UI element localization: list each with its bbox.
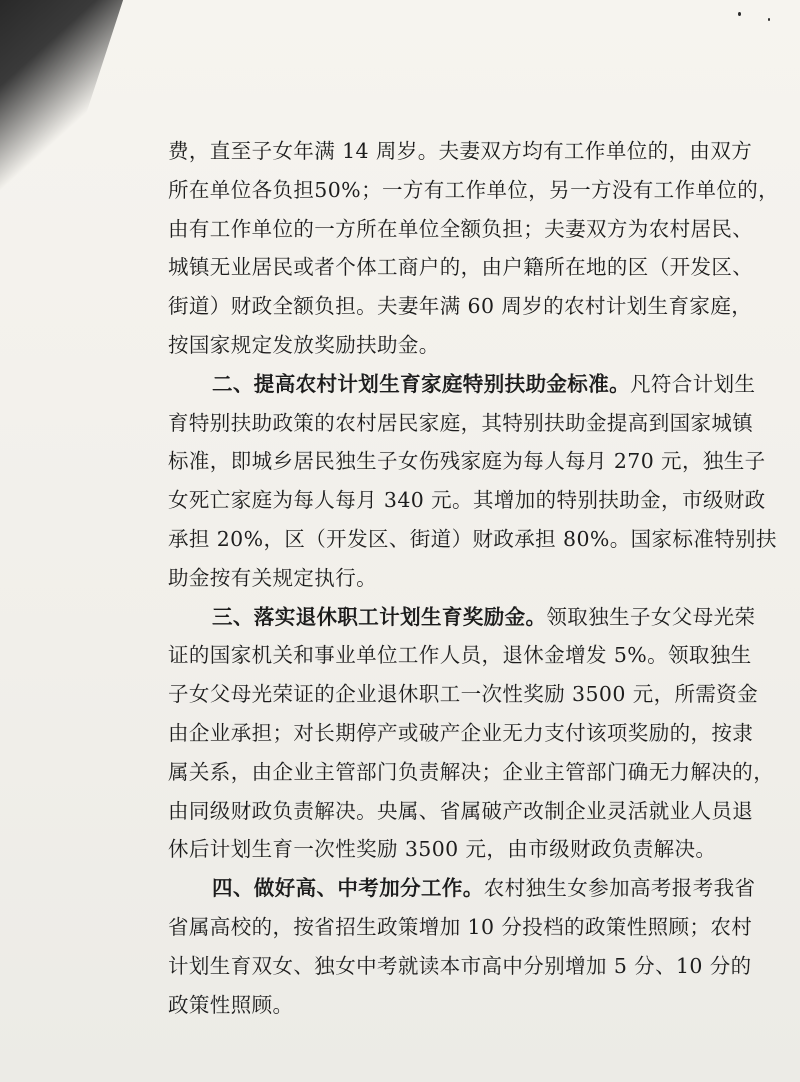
text-span: 领取独生子女父母光荣: [546, 604, 756, 629]
section-2-first-line: [168, 365, 768, 404]
scan-speck: [738, 12, 741, 16]
text-line: 政策性照顾。: [168, 992, 294, 1017]
document-body: [168, 132, 780, 1024]
section-4-heading: 四、做好高、中考加分工作。: [212, 876, 484, 901]
text-span: 凡符合计划生: [630, 371, 756, 396]
text-line: 由有工作单位的一方所在单位全额负担；夫妻双方为农村居民、: [168, 216, 754, 241]
text-line: 按国家规定发放奖励扶助金。: [168, 332, 440, 357]
text-line: 属关系，由企业主管部门负责解决；企业主管部门确无力解决的，: [168, 759, 775, 784]
text-span: 农村独生女参加高考报考我省: [483, 876, 756, 901]
paragraph-1: [168, 132, 780, 365]
section-4: [168, 869, 768, 1024]
section-3-heading: 三、落实退休职工计划生育奖励金。: [212, 604, 547, 629]
text-line: 城镇无业居民或者个体工商户的，由户籍所在地的区（开发区、: [168, 255, 754, 280]
scan-shadow: [0, 0, 127, 237]
text-line: 女死亡家庭为每人每月 340 元。其增加的特别扶助金，市级财政: [168, 488, 766, 513]
section-3: [168, 598, 775, 870]
section-4-first-line: [168, 869, 768, 908]
text-line: 省属高校的，按省招生政策增加 10 分投档的政策性照顾；农村: [168, 914, 753, 939]
text-line: 育特别扶助政策的农村居民家庭，其特别扶助金提高到国家城镇: [168, 410, 754, 435]
text-line: 休后计划生育一次性奖励 3500 元，由市级财政负责解决。: [168, 837, 717, 862]
text-line: 标准，即城乡居民独生子女伤残家庭为每人每月 270 元，独生子: [168, 449, 766, 474]
text-line: 所在单位各负担50%；一方有工作单位，另一方没有工作单位的，: [168, 177, 780, 202]
text-line: 子女父母光荣证的企业退休职工一次性奖励 3500 元，所需资金: [168, 682, 759, 707]
text-line: 助金按有关规定执行。: [168, 565, 377, 590]
section-3-first-line: [168, 598, 768, 637]
text-line: 由同级财政负责解决。央属、省属破产改制企业灵活就业人员退: [168, 798, 754, 823]
section-2: [168, 365, 777, 598]
section-2-heading: 二、提高农村计划生育家庭特别扶助金标准。: [212, 371, 630, 396]
text-line: 承担 20%，区（开发区、街道）财政承担 80%。国家标准特别扶: [168, 526, 777, 551]
text-line: 证的国家机关和事业单位工作人员，退休金增发 5%。领取独生: [168, 643, 752, 668]
text-line: 由企业承担；对长期停产或破产企业无力支付该项奖励的，按隶: [168, 720, 754, 745]
text-line: 街道）财政全额负担。夫妻年满 60 周岁的农村计划生育家庭，: [168, 294, 753, 319]
text-line: 计划生育双女、独女中考就读本市高中分别增加 5 分、10 分的: [168, 953, 752, 978]
text-line: 费，直至子女年满 14 周岁。夫妻双方均有工作单位的，由双方: [168, 139, 753, 163]
scan-speck: [768, 18, 770, 21]
